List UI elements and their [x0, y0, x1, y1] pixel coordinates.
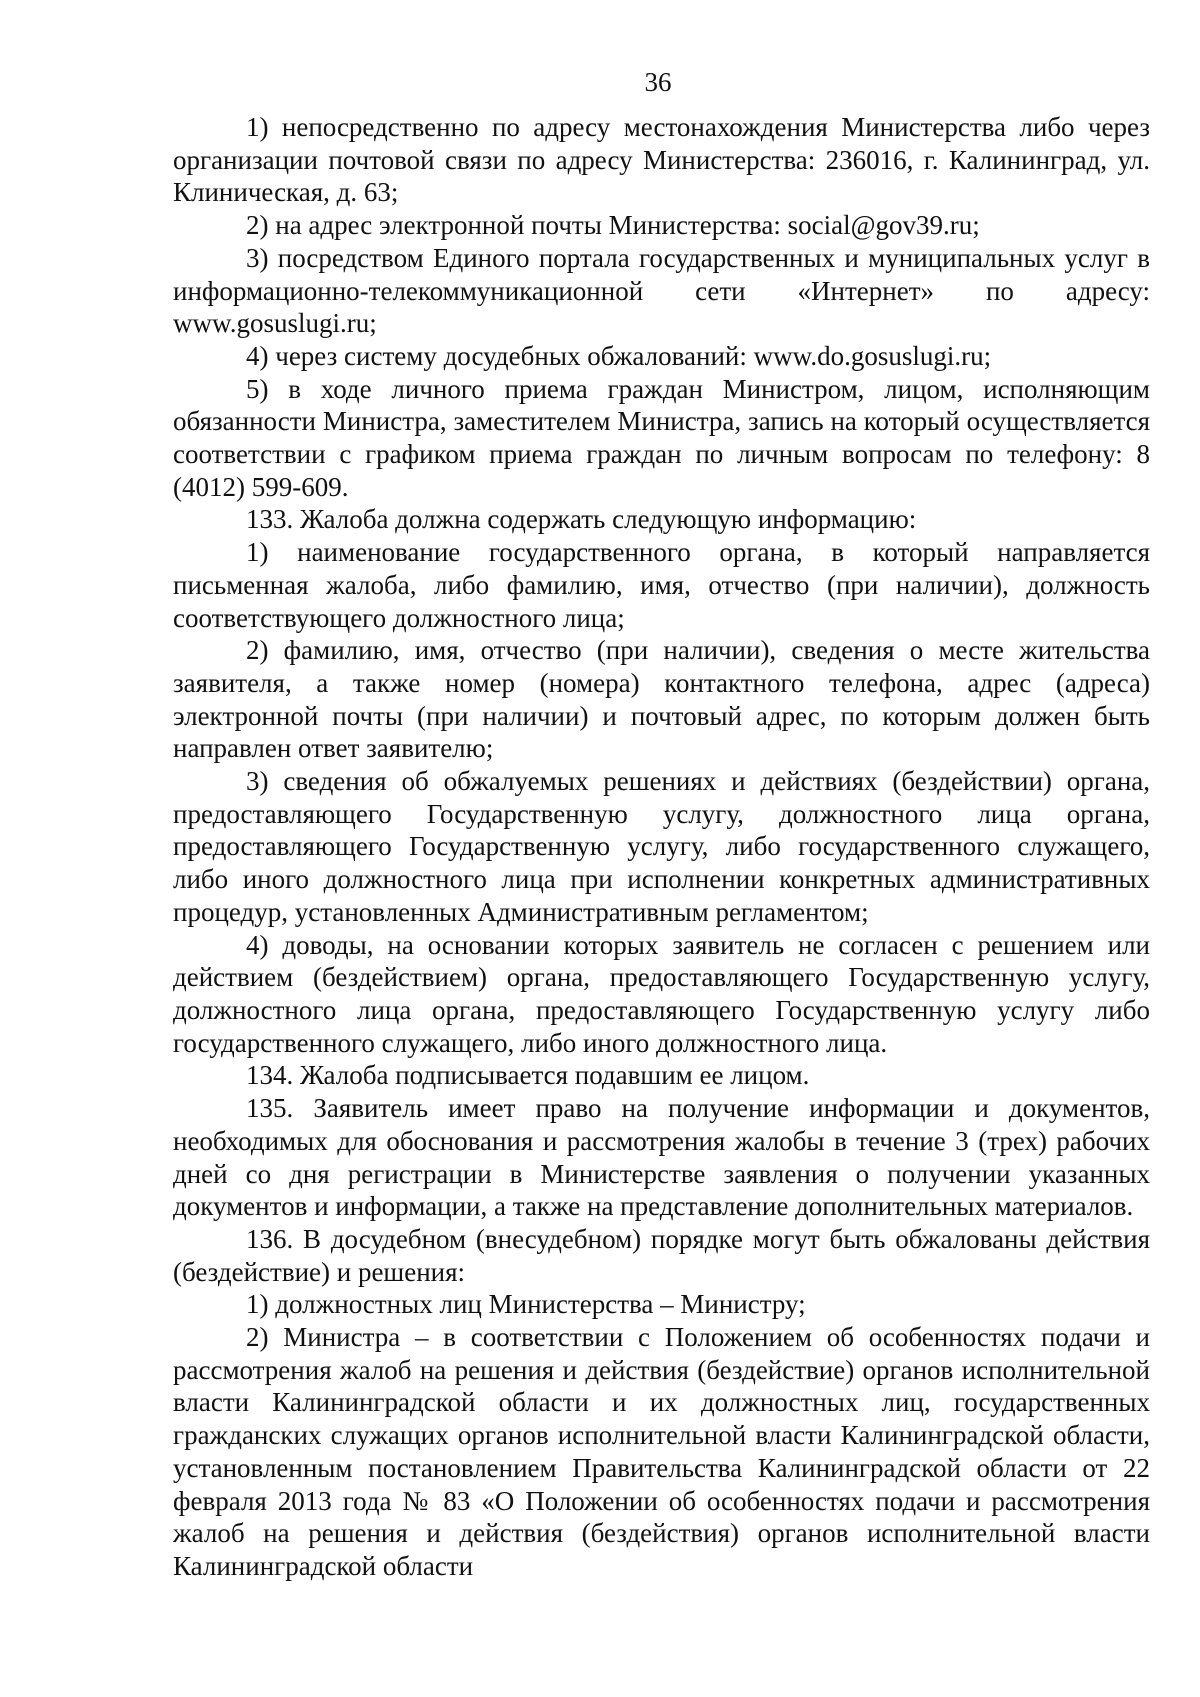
item-2-email: 2) на адрес электронной почты Министерства: social@gov39.ru;	[246, 210, 980, 241]
clause-136-item-1: 1) должностных лиц Министерства – Министру;	[246, 1289, 806, 1320]
clause-133: 133. Жалоба должна содержать следующую информацию:	[246, 504, 917, 535]
clause-134: 134. Жалоба подписывается подавшим ее лицом.	[246, 1060, 810, 1091]
document-body	[173, 111, 1150, 1583]
item-4-pretrial-system: 4) через систему досудебных обжалований: www.do.gosuslugi.ru;	[246, 340, 992, 371]
clause-133-item-1: 1) наименование государственного органа, в который направляется письменная жалоба, либо фамилию, имя, отчество (при наличии), должность соответствующего должностного лица;	[173, 537, 1150, 633]
clause-133-item-3: 3) сведения об обжалуемых решениях и действиях (бездействии) органа, предоставляющего Государственную услугу, должностного лица органа, предоставляющего Государственную услугу, либо государственного служащего, либо иного должностного лица при исполнении конкретных административных процедур, установленных Административным регламентом;	[173, 766, 1150, 927]
page-number: 36	[644, 67, 672, 97]
item-3-gosuslugi-portal: 3) посредством Единого портала государственных и муниципальных услуг в информационно-телекоммуникационной сети «Интернет» по адресу: www.gosuslugi.ru;	[173, 242, 1150, 339]
item-5-personal-reception: 5) в ходе личного приема граждан Министром, лицом, исполняющим обязанности Министра, заместителем Министра, запись на который осуществляется соответствии с графиком приема граждан по личным вопросам по телефону: 8 (4012) 599-609.	[173, 373, 1150, 502]
clause-136-item-2: 2) Министра – в соответствии с Положением об особенностях подачи и рассмотрения жалоб на решения и действия (бездействие) органов исполнительной власти Калининградской области и их должностных лиц, государственных гражданских служащих органов исполнительной власти Калининградской области, установленным постановлением Правительства Калининградской области от 22 февраля 2013 года № 83 «О Положении об особенностях подачи и рассмотрения жалоб на решения и действия (бездействия) органов исполнительной власти Калининградской области	[173, 1322, 1150, 1581]
item-1-ministry-address: 1) непосредственно по адресу местонахождения Министерства либо через организации почтовой связи по адресу Министерства: 236016, г. Калининград, ул. Клиническая, д. 63;	[173, 112, 1150, 208]
clause-133-item-4: 4) доводы, на основании которых заявитель не согласен с решением или действием (бездействием) органа, предоставляющего Государственную услугу, должностного лица органа, предоставляющего Государственную услугу либо государственного служащего, либо иного должностного лица.	[173, 929, 1150, 1058]
clause-135: 135. Заявитель имеет право на получение информации и документов, необходимых для обоснования и рассмотрения жалобы в течение 3 (трех) рабочих дней со дня регистрации в Министерстве заявления о получении указанных документов и информации, а также на представление дополнительных материалов.	[173, 1093, 1150, 1222]
clause-133-item-2: 2) фамилию, имя, отчество (при наличии), сведения о месте жительства заявителя, а также номер (номера) контактного телефона, адрес (адреса) электронной почты (при наличии) и почтовый адрес, по которым должен быть направлен ответ заявителю;	[173, 635, 1150, 764]
clause-136: 136. В досудебном (внесудебном) порядке могут быть обжалованы действия (бездействие) и решения:	[173, 1223, 1150, 1287]
